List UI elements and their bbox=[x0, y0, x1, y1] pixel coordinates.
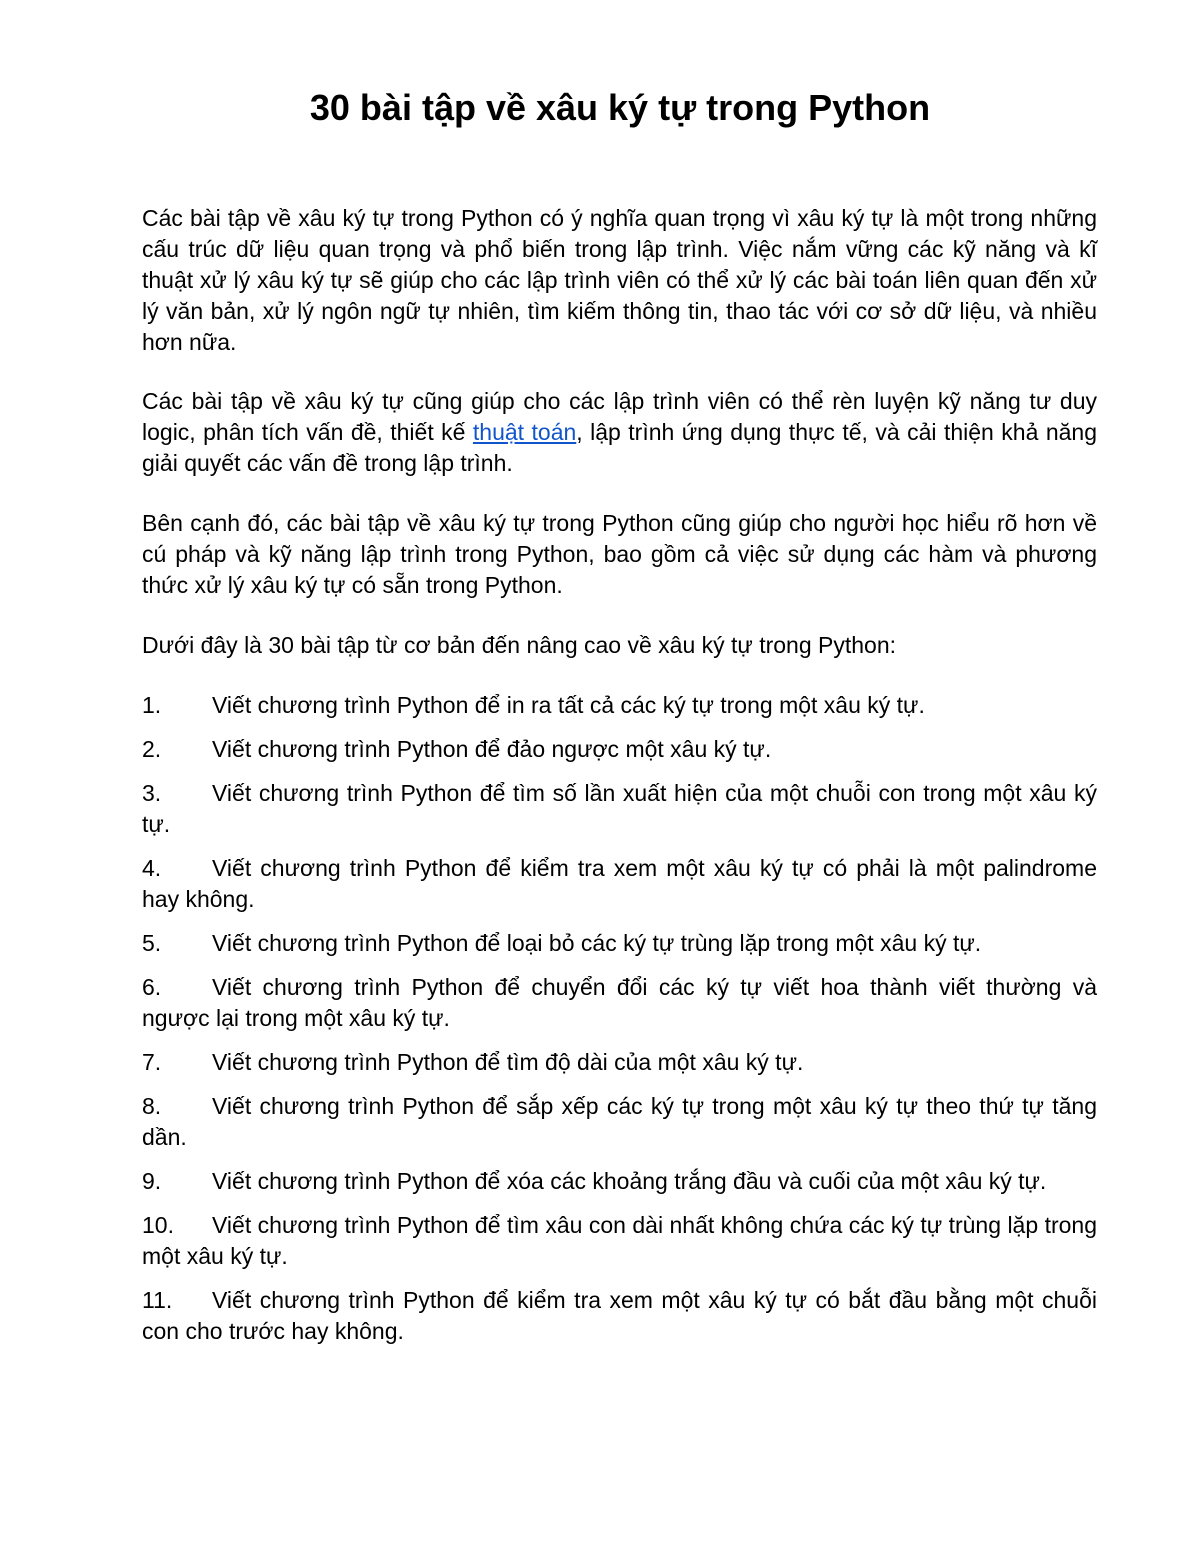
list-item-number: 11. bbox=[142, 1287, 173, 1313]
syntax-paragraph: Bên cạnh đó, các bài tập về xâu ký tự trong Python cũng giúp cho người học hiểu rõ hơn về cú pháp và kỹ năng lập trình trong Python, bao gồm cả việc sử dụng các hàm và phương thức xử lý xâu ký tự có sẵn trong Python. bbox=[142, 510, 1097, 598]
list-item-text: Viết chương trình Python để in ra tất cả các ký tự trong một xâu ký tự. bbox=[212, 692, 925, 718]
list-item bbox=[142, 734, 1097, 765]
skills-paragraph-text-start: Các bài tập về xâu ký tự cũng giúp cho các lập trình viên có thể rèn luyện kỹ năng tư duy logic, phân tích vấn đề, thiết kế bbox=[142, 388, 1097, 445]
exercise-list bbox=[142, 690, 1097, 1360]
list-item-number: 2. bbox=[142, 736, 162, 762]
list-item-text: Viết chương trình Python để tìm xâu con dài nhất không chứa các ký tự trùng lặp trong một xâu ký tự. bbox=[142, 1212, 1097, 1269]
list-item bbox=[142, 778, 1097, 840]
list-item-text: Viết chương trình Python để đảo ngược một xâu ký tự. bbox=[212, 736, 772, 762]
list-item-number: 6. bbox=[142, 974, 162, 1000]
list-item bbox=[142, 1210, 1097, 1272]
list-item-number: 4. bbox=[142, 855, 162, 881]
list-item-number: 9. bbox=[142, 1168, 162, 1194]
list-item bbox=[142, 1047, 1097, 1078]
algorithm-link[interactable]: thuật toán bbox=[472, 419, 577, 445]
list-item bbox=[142, 853, 1097, 915]
list-item-number: 3. bbox=[142, 780, 162, 806]
intro-paragraph: Các bài tập về xâu ký tự trong Python có ý nghĩa quan trọng vì xâu ký tự là một trong những cấu trúc dữ liệu quan trọng và phổ biến trong lập trình. Việc nắm vững các kỹ năng và kĩ thuật xử lý xâu ký tự sẽ giúp cho các lập trình viên có thể xử lý các bài toán liên quan đến xử lý văn bản, xử lý ngôn ngữ tự nhiên, tìm kiếm thông tin, thao tác với cơ sở dữ liệu, và nhiều hơn nữa. bbox=[142, 205, 1097, 355]
skills-paragraph-text-end: , lập trình ứng dụng thực tế, và cải thiện khả năng giải quyết các vấn đề trong lập trình. bbox=[142, 419, 1097, 476]
list-item-text: Viết chương trình Python để tìm độ dài của một xâu ký tự. bbox=[212, 1049, 804, 1075]
list-item-text: Viết chương trình Python để tìm số lần xuất hiện của một chuỗi con trong một xâu ký tự. bbox=[142, 780, 1097, 837]
list-item bbox=[142, 1285, 1097, 1347]
list-item-number: 10. bbox=[142, 1212, 174, 1238]
list-item bbox=[142, 1166, 1097, 1197]
list-item-text: Viết chương trình Python để loại bỏ các ký tự trùng lặp trong một xâu ký tự. bbox=[212, 930, 982, 956]
list-item-number: 8. bbox=[142, 1093, 162, 1119]
list-item-text: Viết chương trình Python để chuyển đổi các ký tự viết hoa thành viết thường và ngược lại trong một xâu ký tự. bbox=[142, 974, 1097, 1031]
list-item-text: Viết chương trình Python để xóa các khoảng trắng đầu và cuối của một xâu ký tự. bbox=[212, 1168, 1047, 1194]
list-item-text: Viết chương trình Python để kiểm tra xem một xâu ký tự có phải là một palindrome hay không. bbox=[142, 855, 1097, 912]
list-item bbox=[142, 690, 1097, 721]
skills-paragraph bbox=[142, 386, 1097, 479]
list-item bbox=[142, 928, 1097, 959]
list-item-number: 1. bbox=[142, 692, 162, 718]
list-item bbox=[142, 1091, 1097, 1153]
list-item-number: 7. bbox=[142, 1049, 162, 1075]
list-item-number: 5. bbox=[142, 930, 162, 956]
list-item-text: Viết chương trình Python để kiểm tra xem một xâu ký tự có bắt đầu bằng một chuỗi con cho trước hay không. bbox=[142, 1287, 1097, 1344]
list-intro-paragraph: Dưới đây là 30 bài tập từ cơ bản đến nâng cao về xâu ký tự trong Python: bbox=[142, 632, 897, 658]
page-title: 30 bài tập về xâu ký tự trong Python bbox=[309, 87, 931, 128]
list-item bbox=[142, 972, 1097, 1034]
list-item-text: Viết chương trình Python để sắp xếp các ký tự trong một xâu ký tự theo thứ tự tăng dần. bbox=[142, 1093, 1097, 1150]
